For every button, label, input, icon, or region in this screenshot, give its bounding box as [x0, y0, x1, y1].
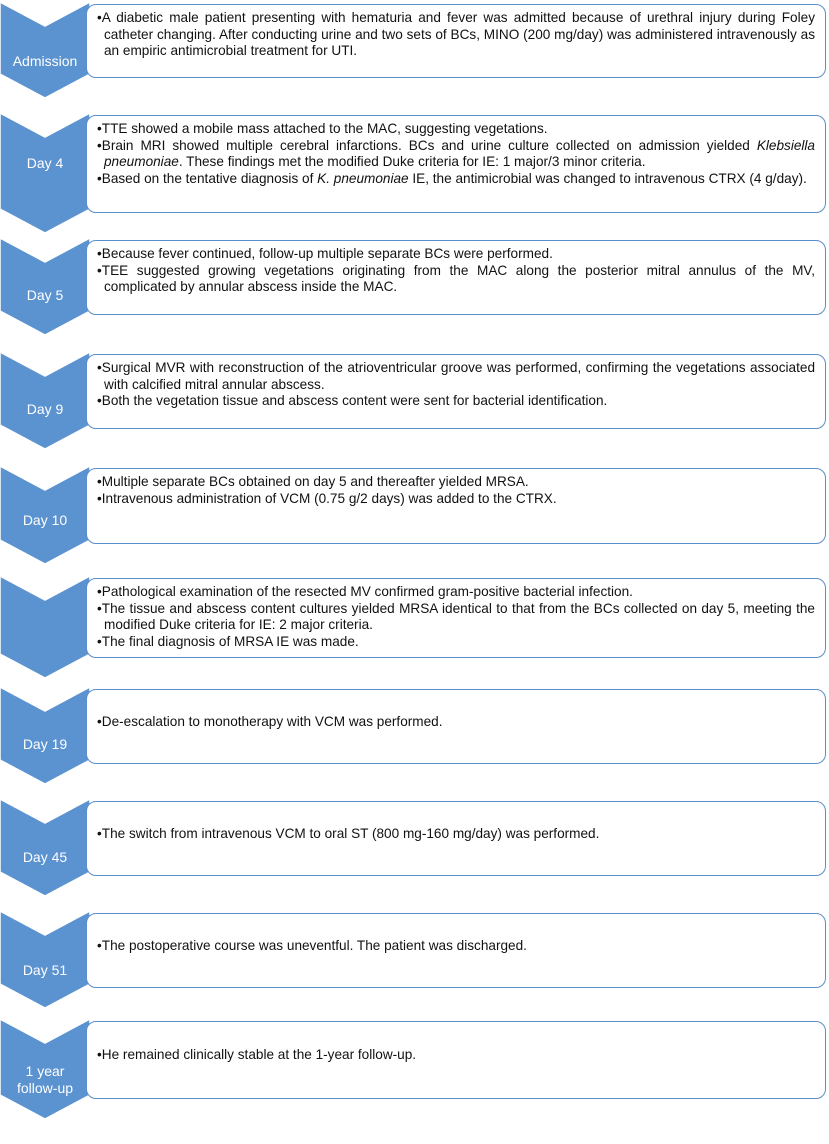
bullet-text: •The final diagnosis of MRSA IE was made.	[97, 634, 359, 650]
bullet-item	[97, 938, 815, 955]
bullet-item	[97, 246, 815, 263]
bullet-item	[97, 714, 815, 731]
bullet-text: •TTE showed a mobile mass attached to the MAC, suggesting vegetations.	[97, 121, 548, 136]
chevron-step-8	[0, 799, 90, 896]
bullet-item	[97, 1047, 815, 1064]
bullet-text: . These findings met the modified Duke criteria for IE: 1 major/3 minor criteria.	[178, 154, 646, 170]
chevron-step-2	[0, 113, 90, 233]
step-label-8: Day 45	[22, 849, 68, 865]
italic-term: K. pneumoniae	[317, 171, 409, 187]
bullet-text: •The switch from intravenous VCM to oral ST (800 mg-160 mg/day) was performed.	[97, 825, 600, 841]
bullet-item	[97, 360, 815, 393]
bullet-item	[97, 634, 815, 651]
bullet-text: •Surgical MVR with reconstruction of the atrioventricular groove was performed, confirming the vegetations associated with calcified mitral annular abscess.	[97, 360, 815, 392]
bullet-item	[97, 393, 815, 410]
chevron-step-6	[0, 576, 90, 678]
bullet-text: •Based on the tentative diagnosis of	[97, 171, 318, 187]
bullet-text: •Brain MRI showed multiple cerebral infarctions. BCs and urine culture collected on admission yielded	[97, 137, 757, 153]
bullet-text: IE, the antimicrobial was changed to intravenous CTRX (4 g/day).	[408, 171, 807, 187]
step-label-2: Day 4	[26, 155, 64, 171]
step-label-5: Day 10	[22, 512, 68, 528]
chevron-step-1	[0, 2, 90, 98]
step-label-7: Day 19	[22, 736, 68, 752]
step-box-1	[86, 4, 826, 78]
bullet-text: •The postoperative course was uneventful. The patient was discharged.	[97, 937, 527, 953]
bullet-item	[97, 10, 815, 60]
step-box-4	[86, 354, 826, 429]
bullet-item	[97, 121, 815, 138]
step-box-2	[86, 115, 826, 213]
chevron-step-9	[0, 911, 90, 1008]
bullet-item	[97, 138, 815, 171]
bullet-text: •De-escalation to monotherapy with VCM was performed.	[97, 713, 443, 729]
step-label-10: 1 year follow-up	[16, 1063, 74, 1096]
bullet-item	[97, 263, 815, 296]
bullet-text: •Both the vegetation tissue and abscess content were sent for bacterial identification.	[97, 393, 608, 409]
bullet-text: •TEE suggested growing vegetations originating from the MAC along the posterior mitral annulus of the MV, complicated by annular abscess inside the MAC.	[97, 262, 815, 295]
step-box-9	[86, 913, 826, 988]
step-label-3: Day 5	[26, 287, 64, 303]
bullet-text: •A diabetic male patient presenting with hematuria and fever was admitted because of urethral injury during Foley catheter changing. After conducting urine and two sets of BCs, MINO (200 mg/day) was administered intravenously as an empiric antimicrobial treatment for UTI.	[97, 10, 815, 59]
bullet-item	[97, 171, 815, 188]
bullet-item	[97, 826, 815, 843]
bullet-text: •Because fever continued, follow-up multiple separate BCs were performed.	[97, 246, 553, 261]
step-box-10	[86, 1021, 826, 1099]
bullet-text: •He remained clinically stable at the 1-year follow-up.	[97, 1047, 417, 1062]
step-box-3	[86, 240, 826, 315]
bullet-item	[97, 474, 815, 491]
step-label-1: Admission	[12, 53, 78, 69]
bullet-text: •Intravenous administration of VCM (0.75 g/2 days) was added to the CTRX.	[97, 490, 557, 506]
italic-term: Klebsiella pneumoniae	[104, 137, 815, 170]
step-box-5	[86, 468, 826, 544]
bullet-text: •Pathological examination of the resected MV confirmed gram-positive bacterial infection.	[97, 584, 633, 599]
bullet-item	[97, 584, 815, 601]
step-label-4: Day 9	[26, 401, 64, 417]
bullet-text: •The tissue and abscess content cultures yielded MRSA identical to that from the BCs collected on day 5, meeting the modified Duke criteria for IE: 2 major criteria.	[97, 600, 815, 633]
step-box-7	[86, 689, 826, 764]
bullet-text: •Multiple separate BCs obtained on day 5 and thereafter yielded MRSA.	[97, 474, 529, 489]
step-box-8	[86, 801, 826, 876]
step-box-6	[86, 578, 826, 658]
bullet-item	[97, 601, 815, 634]
bullet-item	[97, 491, 815, 508]
step-label-9: Day 51	[22, 962, 68, 978]
